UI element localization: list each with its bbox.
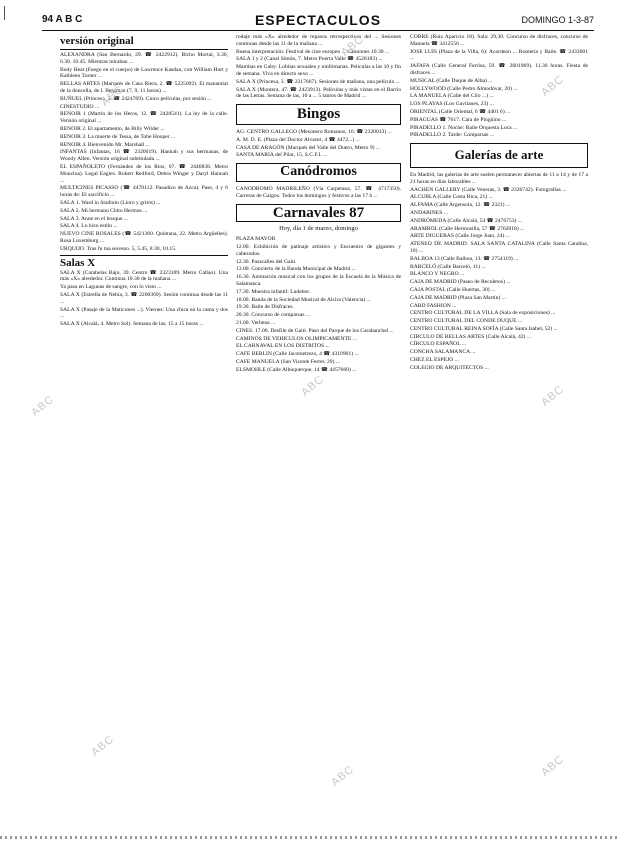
listing-paragraph: SALA X (Princesa, 3. ☎ 2317667). Sesiones de mañana, una película ... [236,78,400,85]
listing-paragraph: SALA X (Carabelas Bajo, 39. Centro ☎ 2323109. Metro Callao). Una más «X» alrededor. Continua 10.30 de la mañana ... [60,269,228,283]
listing-paragraph: 16.30. Animación musical con los grupos de la Escuela de la Música de Salamanca. [236,274,401,287]
listing-paragraph: BALBOA 13 (Calle Balboa, 13. ☎ 2754119) ... [410,255,519,262]
listing-paragraph: CAJA DE MADRID (Paseo de Recoletos) ... [410,279,511,286]
listing-paragraph: INFANTAS (Infantas, 16 ☎ 2320019). Hannah y sus hermanas, de Woody Allen. Versión original subtitulada ... [60,149,228,163]
listing-paragraph: SALA 4. Lo hizo estilo ... [60,223,118,230]
listing-paragraph: PIRAGUAS ☎ 7617. Cara de Pingüino ... [410,116,507,123]
section-heading-salas-x: Salas X [60,256,96,269]
listing-paragraph: ALCUBLA (Calle Costa Rica, 21) ... [410,194,493,201]
listing-paragraph: 17.30. Muestra infantil: Ludebor. [236,288,311,295]
listing-paragraph: ATENEO DE MADRID. SALA SANTA CATALINA (Calle Santa Catalina, 10) ... [410,241,588,254]
listing-paragraph: HOLLYWOOD (Calle Pedro Almodóvar, 20) ... [410,85,518,92]
listing-paragraph: PIRADELLO 1. Noche: Baile Orquesta Loca ... [410,124,518,131]
watermark: ABC [29,393,57,419]
page-bottom-edge [0,836,620,839]
listing-paragraph: CINES. 17.00. Desfile de Gaiti. Paso del Parque de los Carabanchel ... [236,327,394,334]
watermark: ABC [299,373,327,399]
watermark: ABC [539,753,567,779]
listing-paragraph: ARAMBOL (Calle Hermosilla, 57 ☎ 2762818) ... [410,225,525,232]
listing-paragraph: RENOIR 3. La muerte de Tessa, de Tobe Hooper ... [60,133,176,140]
listing-paragraph: MULTICINES PICASSO (☎ 4478112. Pasadizo de Azca). Pase, 4 y 6 horas de: El sacrificio ... [60,185,228,199]
listing-paragraph: JOSE LUIS (Plaza de la Villa, 6): Acordeón ... Romería y Baile. ☎ 2433601 ... [410,48,588,62]
divider [60,255,228,256]
listing-paragraph: CASA DE ARAGÓN (Marqués del Valle del Duero, Metro 9) ... [236,144,381,151]
listing-paragraph: SALA 1 y 2 (Canal Simón, 7. Metro Puerta Valle ☎ 4520183) ... [236,56,383,63]
listing-paragraph: 12.00. Exhibición de patinaje artístico y Encuentro de gigantes y cabezudos. [236,243,401,257]
listing-paragraph: Buena interpretación: Festival de cine europeo ... Camiones 10.30 ... [236,48,390,55]
listing-paragraph: ELSMOHLE (Calle Albuquerque, 14 ☎ 4457660) ... [236,366,357,373]
divider [60,49,228,50]
listing-paragraph: CAMINOS DE VEHICULOS OLIMPICAMENTE ... [236,335,357,342]
listing-paragraph: COBRE (Ruiz Aparicio 18). Sala: 29,30. Concurso de disfraces, concurso de Manuela ☎ 3412556 ... [410,34,588,47]
listing-paragraph: SALA 1. Ward in Stadium (Lloro y gritos) ... [60,199,161,206]
listing-paragraph: LA MANUELA (Calle del Cilo ...) ... [410,93,494,100]
listing-paragraph: COLEGIO DE ARQUITECTOS ... [410,364,489,371]
listing-paragraph: ARTE DIGUERAS (Calle Jorge Juan, 24) ... [410,233,510,240]
listing-paragraph: 21.00. Verbena ... [236,319,276,326]
listing-paragraph: SALA 3. Anne en el bosque ... [60,215,129,222]
listing-paragraph: Mamitas en Gaby: Lobitas sexuales y ninfómanas. Películas a las 10 y fin de semana. Viva en directo sexo ... [236,64,401,77]
listing-paragraph: PIRADELLO 2. Tarde: Comparsas ... [410,132,495,139]
listing-paragraph: rodaje más «X» alrededor de repasos retrospectivos del ... Sesiones continuas desde las 11 de la mañana ... [236,34,401,47]
page-edge-mark [4,6,11,20]
page-label: 94 A B C [42,14,83,25]
listing-paragraph: CONCHA SALAMANCA ... [410,349,476,356]
section-title: ESPECTACULOS [254,12,382,28]
listing-paragraph: LOS PLAYAS (Los Gavilanes, 23) ... [410,101,494,108]
listing-paragraph: NUEVO CINE ROSALES (☎ 5421360. Quintana, 22. Metro Argüelles). Rosa Luxemburg ... [60,231,228,244]
listing-paragraph: CIRCULO DE BELLAS ARTES (Calle Alcalá, 42) ... [410,333,532,340]
listing-paragraph: RENOIR 4. Bienvenido Mr. Marshall ... [60,141,150,148]
listing-paragraph: CAFE BERLIN (Calle Jacometrezo, 4 ☎ 4310901) ... [236,351,359,358]
listing-paragraph: CAFE MANUELA (San Vicente Ferrer, 29) ... [236,358,341,365]
listing-paragraph: ANDRÓMEDA (Calle Alcalá, 54 ☎ 2476753) ... [410,217,522,224]
carnavales-heading-box: Carnavales 87 [236,204,401,223]
listing-paragraph: SALA X (Alcalá, 4. Metro Sol). Semana de las, 15 a 15 horas ... [60,321,204,328]
listing-paragraph: ORIENTAL (Calle Oriental, 6 ☎ 4401 6) ... [410,108,511,115]
listing-paragraph: CHEZ EL ESPEJO ... [410,357,459,364]
listing-paragraph: BLANCO Y NEGRO ... [410,271,465,278]
listing-paragraph: CENTRO CULTURAL DE LA VILLA (Sala de exposiciones) ... [410,310,556,317]
column-1 [60,34,228,329]
listing-paragraph: SALA X (Montera, 47. ☎ 2423913). Películas y más vistas en el Barrio de las Letras. Semana de las, 10 a ... 5 tantos de Madrid ... [236,86,401,100]
listing-paragraph: JAFAFA (Calle General Ferrisa, 59. ☎ 2601969). 11.30 horas. Fiesta de disfraces ... [410,63,588,76]
listing-paragraph: AACHEN GALLERY (Calle Veneras, 3. ☎ 2326742). Fotografías ... [410,186,567,193]
listing-paragraph: SALA X (Pasaje de la Maticones ...). Viernes: Una chica en la cama y dos ... [60,306,228,320]
listing-paragraph: RENOIR 1 (Martín de los Heros, 12. ☎ 2428541). La ley de la calle. Versión original ... [60,111,228,125]
page-date: DOMINGO 1-3-87 [521,15,594,25]
watermark: ABC [539,383,567,409]
watermark: ABC [89,733,117,759]
column-2 [236,34,401,374]
listing-paragraph: CINESTUDIO ... [60,103,100,110]
watermark: ABC [539,73,567,99]
carnavales-subtitle: Hoy, día 1 de marzo, domingo [279,225,358,233]
canodromos-heading-box: Canódromos [236,163,401,182]
listing-paragraph: 12.30. Pasacalles del Gaiti. [236,258,297,265]
listing-paragraph: BELLAS ARTES (Marqués de Casa Riera, 2. ☎ 5225092). El manantial de la doncella, de I. Bergman (7, 9, 11 horas) ... [60,81,228,94]
listing-paragraph: CÍRCULO ESPAÑOL ... [410,341,466,348]
listing-paragraph: ALEXANDRA (San Bernardo, 29. ☎ 2422912). Bicho Mortal, 3.30, 6.30. 10.45. Mientras miraban ... [60,52,228,65]
listing-paragraph: 20.30. Concurso de comparsas ... [236,312,311,319]
listing-paragraph: A. M. D. E. (Plaza del Doctor Alvarez, 4 ☎ 4472...) ... [236,136,360,143]
listing-paragraph: Ya pasa en Lagunas de sangre, con lo visto ... [60,284,162,291]
listing-paragraph: RENOIR 2. El apartamento, de Billy Wilder ... [60,125,165,132]
listing-paragraph: CANODROMO MADRILEÑO (Vía Carpetana, 57. ☎ 4717350). Carreras de Galgos. Todos los domingos y festivos a las 17 h ... [236,185,401,199]
listing-paragraph: CAJA POSTAL (Calle Huertas, 30) ... [410,286,496,293]
watermark: ABC [339,33,367,59]
listing-paragraph: 13.00. Concierto de la Banda Municipal de Madrid ... [236,266,356,273]
listing-paragraph: SANTA MARIA del Pilar, 15, S.C.F.I. ... [236,152,328,159]
watermark: ABC [99,83,127,109]
listing-paragraph: MUSICAL (Calle Duque de Alba) ... [410,77,493,84]
listing-paragraph: AG. CENTRO GALLEGO (Mesonero Romanos, 16. ☎ 2320013) ... [236,128,392,135]
bingos-heading-box: Bingos [236,104,401,125]
listing-paragraph: PLAZA MAYOR [236,236,276,243]
section-heading-version-original: versión original [60,35,134,47]
listing-paragraph: En Madrid, las galerías de arte suelen permanecer abiertas de 11 a 14 y de 17 a 21 horas en días laborables ... [410,171,588,185]
listing-paragraph: EL CARNAVAL EN LOS DISTRITOS ... [236,343,330,350]
listing-paragraph: CAJA DE MADRID (Plaza San Martín) ... [410,294,506,301]
listing-paragraph: BARCELÓ (Calle Barceló, 11) ... [410,263,486,270]
listing-paragraph: CARD FASHION ... [410,302,457,309]
listing-paragraph: 18.00. Banda de la Sociedad Musical de Alcira (Valencia) ... [236,296,371,303]
listing-paragraph: Body Heat (Fuego en el cuerpo) de Lawrence Kasdan, con William Hurt y Kathleen Turner ... [60,66,228,80]
listing-paragraph: ANDARINES ... [410,209,448,216]
watermark: ABC [329,763,357,789]
page-header [42,14,594,31]
listing-paragraph: CENTRO CULTURAL REINA SOFÍA (Calle Santa Isabel, 52) ... [410,325,558,332]
listing-paragraph: SALA 2. Mi hermano Chito Hermos ... [60,207,148,214]
listing-paragraph: SALA X (Estrella de Nebia, 3. ☎ 2200369). Sesión continua desde las 11 ... [60,291,228,305]
listing-paragraph: CENTRO CULTURAL DEL CONDE DUQUE ... [410,318,523,325]
listing-paragraph: 19.30. Baile de Disfraces. [236,304,294,311]
listing-paragraph: URQUIJO. Tras fu tua secesso. 5, 5.45, 8.30, 10.15. [60,245,177,252]
galerias-heading-box: Galerías de arte [410,143,588,168]
listing-paragraph: ALFAMA (Calle Argensola, 12. ☎ 2321) ... [410,202,511,209]
listing-paragraph: BUÑUEL (Princesa, 3. ☎ 2424769). Cinco películas, por sesión ... [60,95,212,102]
listing-paragraph: EL ESPAÑOLETO (Fernández de los Ríos, 67. ☎ 2446838. Metro Moncloa). Legal Eagles. Robert Redford, Debra Winger y Daryl Hannah ... [60,163,228,184]
